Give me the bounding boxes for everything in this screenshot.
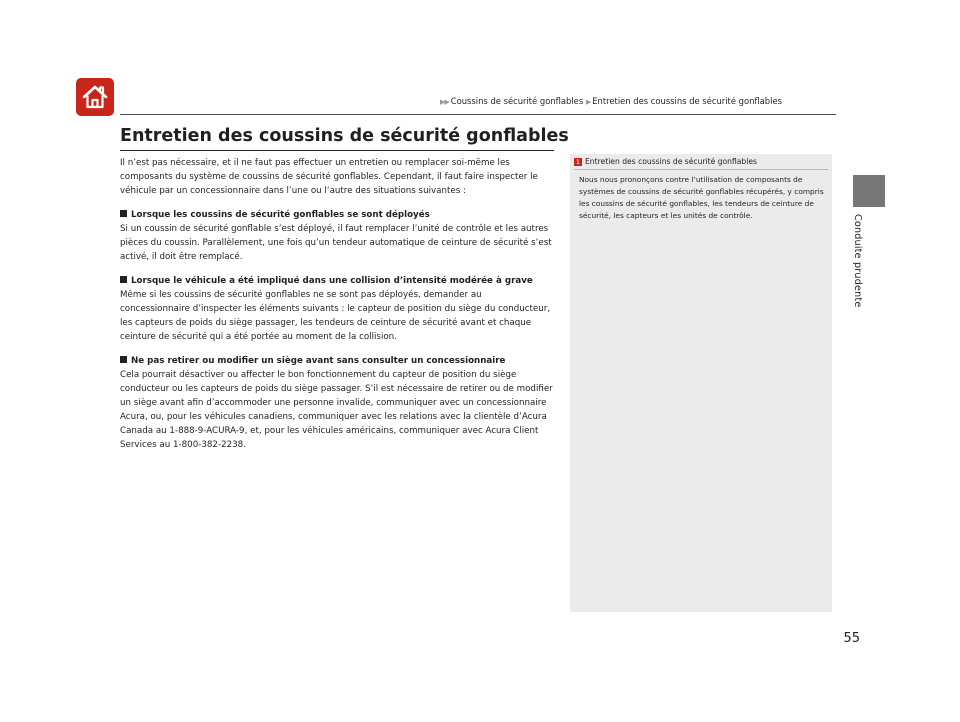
page-title: Entretien des coussins de sécurité gonflables (120, 126, 569, 146)
section-body: Cela pourrait désactiver ou affecter le bon fonctionnement du capteur de position du siège conducteur ou les capteurs de poids du siège passager. S’il est nécessaire de retirer ou de modifier un siège avant afin d’accommoder une personne invalide, communiquer avec un concessionnaire Acura, ou, pour les véhicules canadiens, communiquer avec les relations avec la clientèle d’Acura Canada au 1-888-9-ACURA-9, et, pour les véhicules américains, communiquer avec Acura Client Services au 1-800-382-2238. (120, 370, 553, 450)
note-heading: 1 Entretien des coussins de sécurité gonflables (575, 157, 757, 166)
breadcrumb (440, 96, 832, 106)
breadcrumb-link-coussins[interactable]: Coussins de sécurité gonflables (450, 96, 584, 106)
section-deployed (120, 208, 554, 264)
note-text: Nous nous prononçons contre l’utilisation de composants de systèmes de coussins de sécurité gonflables récupérés, y compris les coussins de sécurité gonflables, les tendeurs de ceinture de sécurité, les capteurs et les unités de contrôle. (579, 175, 824, 220)
main-content (120, 156, 554, 462)
chapter-tab-label[interactable]: Conduite prudente (852, 214, 863, 308)
note-reference-badge: 1 (575, 158, 581, 166)
page-number: 55 (843, 631, 860, 646)
triangle-arrow-icon: ▶ (585, 98, 591, 106)
breadcrumb-current: Entretien des coussins de sécurité gonflables (592, 96, 782, 106)
chapter-tab[interactable] (853, 175, 885, 207)
home-button[interactable] (76, 78, 114, 116)
section-heading: Ne pas retirer ou modifier un siège avant sans consulter un concessionnaire (120, 354, 554, 368)
section-seat (120, 354, 554, 452)
double-triangle-arrow-icon: ▶▶ (440, 98, 449, 106)
section-collision (120, 274, 554, 344)
section-body: Si un coussin de sécurité gonflable s’est déployé, il faut remplacer l’unité de contrôle et les autres pièces du coussin. Parallèlement, une fois qu’un tendeur automatique de ceinture de sécurité s’est activé, il doit être remplacé. (120, 224, 552, 262)
square-bullet-icon (120, 356, 127, 363)
sidebar-note (570, 154, 832, 612)
intro-paragraph: Il n’est pas nécessaire, et il ne faut pas effectuer un entretien ou remplacer soi-même les composants du système de coussins de sécurité gonflables. Cependant, il faut faire inspecter le véhicule par un concessionnaire dans l’une ou l’autre des situations suivantes : (120, 158, 538, 196)
section-heading: Lorsque le véhicule a été impliqué dans une collision d’intensité modérée à grave (120, 274, 554, 288)
square-bullet-icon (120, 210, 127, 217)
section-heading: Lorsque les coussins de sécurité gonflables se sont déployés (120, 208, 554, 222)
square-bullet-icon (120, 276, 127, 283)
title-divider (120, 150, 554, 151)
section-body: Même si les coussins de sécurité gonflables ne se sont pas déployés, demander au concessionnaire d’inspecter les éléments suivants : le capteur de position du siège du conducteur, les capteurs de poids du siège passager, les tendeurs de ceinture de sécurité avant et chaque ceinture de sécurité qui a été portée au moment de la collision. (120, 290, 551, 342)
note-divider (574, 169, 828, 170)
home-icon (80, 82, 110, 112)
header-divider (120, 114, 836, 115)
